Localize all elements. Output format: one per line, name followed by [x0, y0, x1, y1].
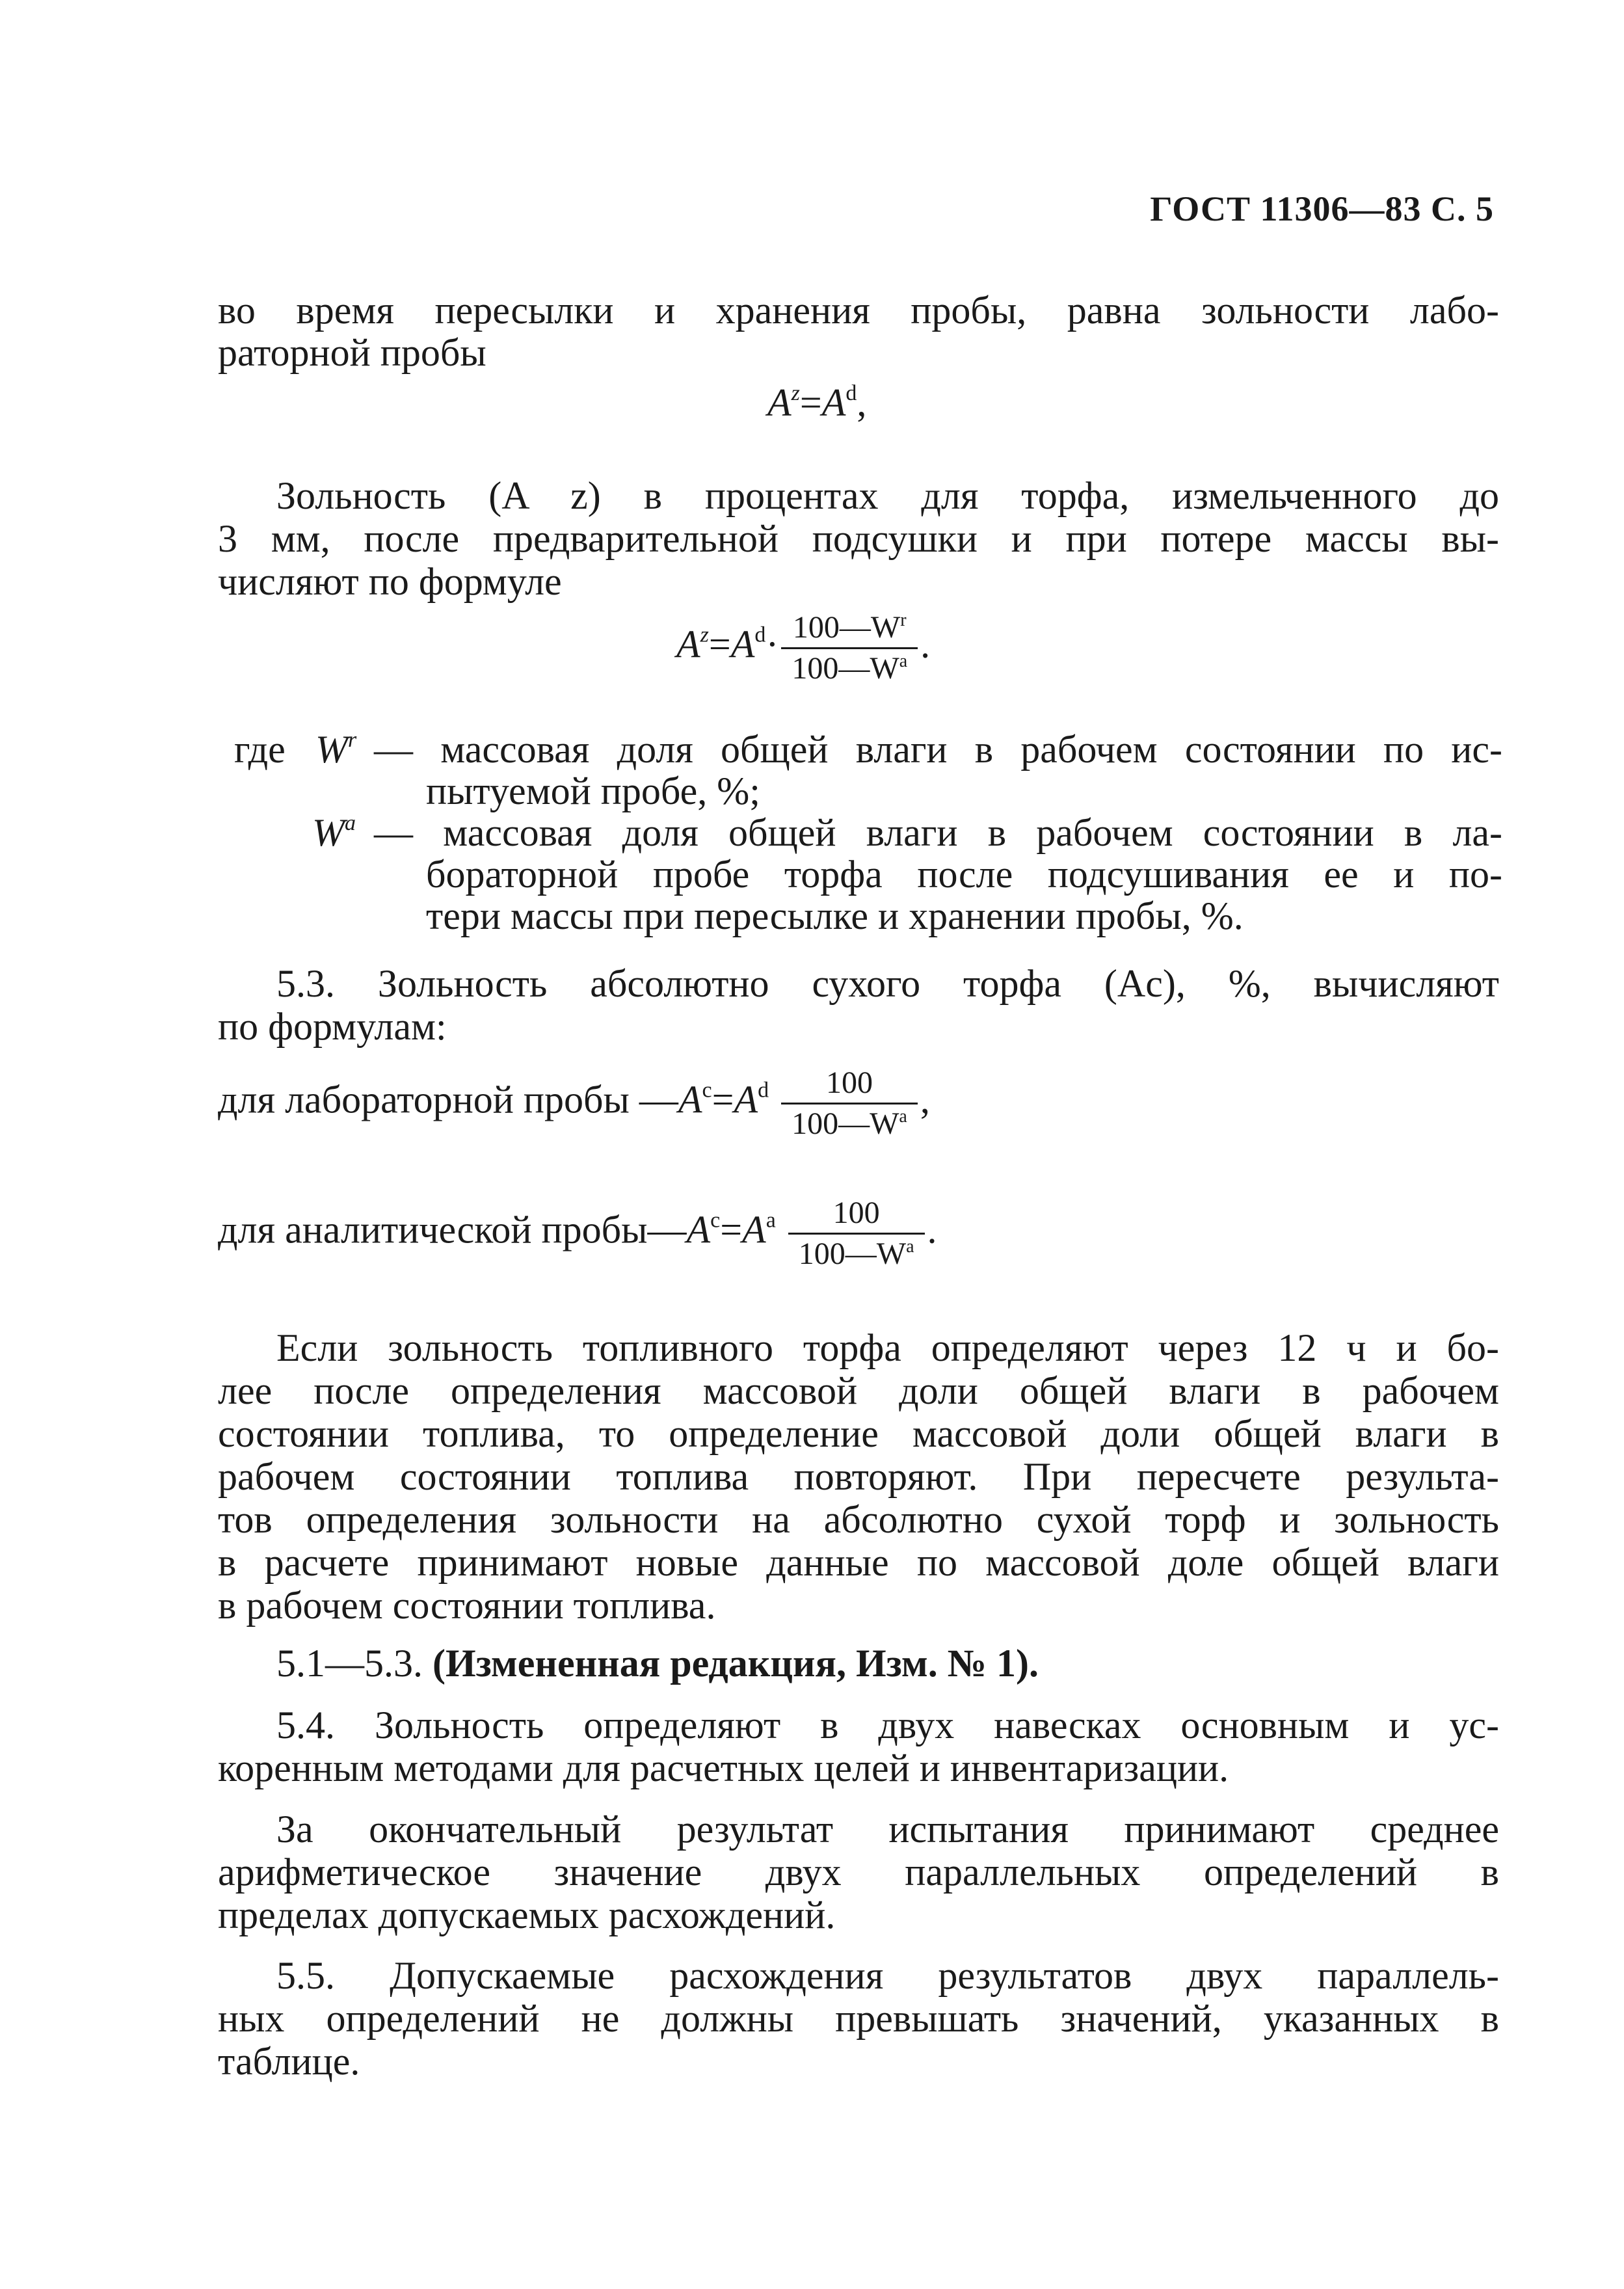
legend-where-label: где [234, 728, 286, 771]
formula4-rhs: A [742, 1208, 766, 1252]
legend-item-wa [234, 812, 1502, 942]
legend-item1-line-1: — массовая доля общей влаги в рабочем состоянии по ис- [374, 728, 1502, 771]
section-5-3-line-2: по формулам: [218, 1005, 447, 1048]
intro-line-1: во время пересылки и хранения пробы, равна зольности лабо- [218, 289, 1499, 332]
formula1-rhs-sup: d [845, 381, 857, 405]
formula2-lhs-sup: z [700, 622, 709, 647]
formula2-rhs-sup: d [754, 622, 766, 647]
formula4-eq: = [720, 1208, 743, 1252]
para-final-line-3: пределах допускаемых расхождений. [218, 1894, 836, 1936]
para-az-line-1: Зольность (A z) в процентах для торфа, измельченного до [276, 474, 1499, 517]
formula3-tail: , [920, 1078, 930, 1121]
para-if-line-7: в рабочем состоянии топлива. [218, 1584, 716, 1627]
formula2-lhs: A [676, 622, 700, 666]
legend-item1-text [374, 729, 1502, 812]
formula4-lhs-sup: c [710, 1208, 721, 1233]
formula1-lhs-sup: z [791, 381, 800, 405]
formula1-lhs: A [767, 381, 792, 424]
section-5-3-line-1: 5.3. Зольность абсолютно сухого торфа (Aс), %, вычисляют [276, 962, 1499, 1005]
para-az-line-3: числяют по формуле [218, 560, 562, 603]
legend-item2-line-3: тери массы при пересылке и хранении пробы, %. [426, 894, 1244, 937]
section-5-4-line-1: 5.4. Зольность определяют в двух навесках основным и ус- [276, 1704, 1499, 1747]
formula2-fraction [781, 608, 918, 688]
formula4-fraction [788, 1194, 925, 1274]
formula4-tail: . [927, 1208, 937, 1252]
legend-item2-text [374, 812, 1502, 937]
para-final-line-2: арифметическое значение двух параллельных определений в [218, 1851, 1499, 1894]
legend-item-wr [234, 729, 1502, 820]
para-if-line-4: рабочем состоянии топлива повторяют. При пересчете результа- [218, 1455, 1499, 1498]
formula3-lhs-sup: c [702, 1078, 712, 1103]
para-final-line-1: За окончательный результат испытания принимают среднее [276, 1808, 1499, 1851]
para-if-line-1: Если зольность топливного торфа определяют через 12 ч и бо- [276, 1326, 1499, 1369]
para-if-line-6: в расчете принимают новые данные по массовой доле общей влаги [218, 1541, 1499, 1584]
legend-item2-line-2: бораторной пробе торфа после подсушивания ее и по- [426, 853, 1502, 896]
formula4-label: для аналитической пробы— [218, 1208, 687, 1252]
formula4-denominator: $100—W^a$ [798, 1237, 914, 1271]
page-header: ГОСТ 11306—83 С. 5 [1150, 189, 1494, 228]
formula2-denominator: $100—W^a$ [792, 651, 908, 686]
formula3-fraction [781, 1064, 918, 1144]
formula-lab-sample [218, 1064, 930, 1144]
legend-item2-line-1: — массовая доля общей влаги в рабочем состоянии в ла- [374, 811, 1502, 854]
legend-item1-line-2: пытуемой пробе, %; [426, 770, 760, 812]
formula3-lhs: A [678, 1078, 702, 1121]
formula1-eq: = [799, 381, 822, 424]
formula1-tail: , [857, 381, 867, 424]
formula1-rhs: A [821, 381, 846, 424]
formula2-numerator: $100—W^r$ [781, 608, 918, 649]
formula3-label: для лабораторной пробы — [218, 1078, 678, 1121]
para-if-line-2: лее после определения массовой доли общей влаги в рабочем [218, 1369, 1499, 1412]
formula2-rhs: A [730, 622, 755, 666]
formula4-rhs-sup: a [765, 1208, 776, 1233]
formula3-rhs-sup: d [758, 1078, 769, 1103]
para-if-line-3: состоянии топлива, то определение массовой доли общей влаги в [218, 1412, 1499, 1455]
formula-az-conversion [676, 608, 930, 688]
formula2-tail: . [920, 622, 931, 666]
formula3-eq: = [712, 1078, 734, 1121]
para-if-line-5: тов определения зольности на абсолютно сухой торф и зольность [218, 1498, 1499, 1541]
formula-az-equals-ad [767, 381, 866, 425]
formula2-eq: = [708, 622, 731, 666]
formula4-numerator: 100 [788, 1194, 925, 1235]
intro-line-2: раторной пробы [218, 331, 486, 374]
para-az-line-2: 3 мм, после предварительной подсушки и при потере массы вы- [218, 517, 1499, 560]
amendment-note [276, 1642, 1039, 1684]
formula3-numerator: 100 [781, 1064, 918, 1104]
section-5-4-line-2: коренным методами для расчетных целей и инвентаризации. [218, 1747, 1229, 1789]
amendment-text: (Измененная редакция, Изм. № 1). [433, 1642, 1039, 1685]
formula-analytic-sample [218, 1194, 937, 1274]
section-5-5-line-3: таблице. [218, 2040, 360, 2083]
amendment-prefix: 5.1—5.3. [276, 1642, 423, 1685]
section-5-5-line-1: 5.5. Допускаемые расхождения результатов двух параллель- [276, 1954, 1499, 1997]
legend-item2-symbol: $W^a$ [312, 811, 356, 854]
formula2-dot: · [765, 622, 779, 666]
section-5-5-line-2: ных определений не должны превышать значений, указанных в [218, 1997, 1499, 2040]
formula4-lhs: A [686, 1208, 711, 1252]
formula3-rhs: A [734, 1078, 758, 1121]
legend-item1-symbol: $W^r$ [315, 728, 357, 771]
formula3-denominator: $100—W^a$ [792, 1106, 907, 1141]
